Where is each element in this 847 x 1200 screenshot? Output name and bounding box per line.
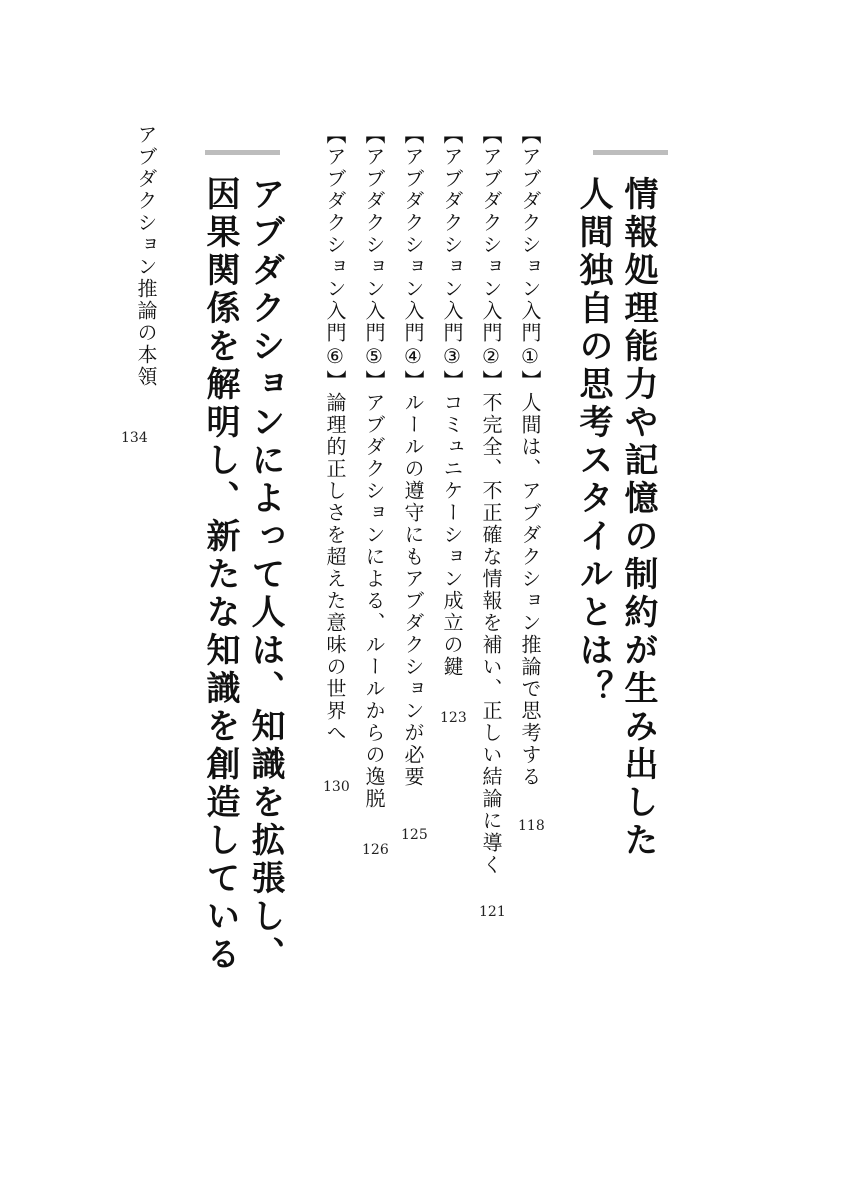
section-1-heading-line-1: 情報処理能力や記憶の制約が生み出した [618,176,658,860]
section-1-rule [593,150,668,155]
toc-entry-4[interactable]: 【アブダクション入門④】ルールの遵守にもアブダクションが必要 [401,124,425,788]
section-2-heading-line-2: 因果関係を解明し、新たな知識を創造している [200,176,240,974]
toc-entry-6-page: 130 [323,779,350,795]
toc-entry-2[interactable]: 【アブダクション入門②】不完全、不正確な情報を補い、正しい結論に導く [479,124,503,876]
toc-entry-3-page: 123 [440,710,467,726]
section-1-heading-line-2: 人間独自の思考スタイルとは？ [573,176,613,708]
toc-entry-5-page: 126 [362,842,389,858]
toc-entry-4-page: 125 [401,827,428,843]
toc-entry-5[interactable]: 【アブダクション入門⑤】アブダクションによる、ルールからの逸脱 [362,124,386,810]
toc-entry-6[interactable]: 【アブダクション入門⑥】論理的正しさを超えた意味の世界へ [323,124,347,744]
toc-entry-2-page: 121 [479,904,506,920]
toc-entry-3[interactable]: 【アブダクション入門③】コミュニケーション成立の鍵 [440,124,464,678]
toc-entry-1-page: 118 [518,818,545,834]
toc-entry-7-page: 134 [121,430,148,446]
section-2-rule [205,150,280,155]
toc-entry-1[interactable]: 【アブダクション入門①】人間は、アブダクション推論で思考する [518,124,542,788]
toc-entry-7[interactable]: アブダクション推論の本領 [134,124,158,388]
section-2-heading-line-1: アブダクションによって人は、知識を拡張し、 [245,176,285,974]
